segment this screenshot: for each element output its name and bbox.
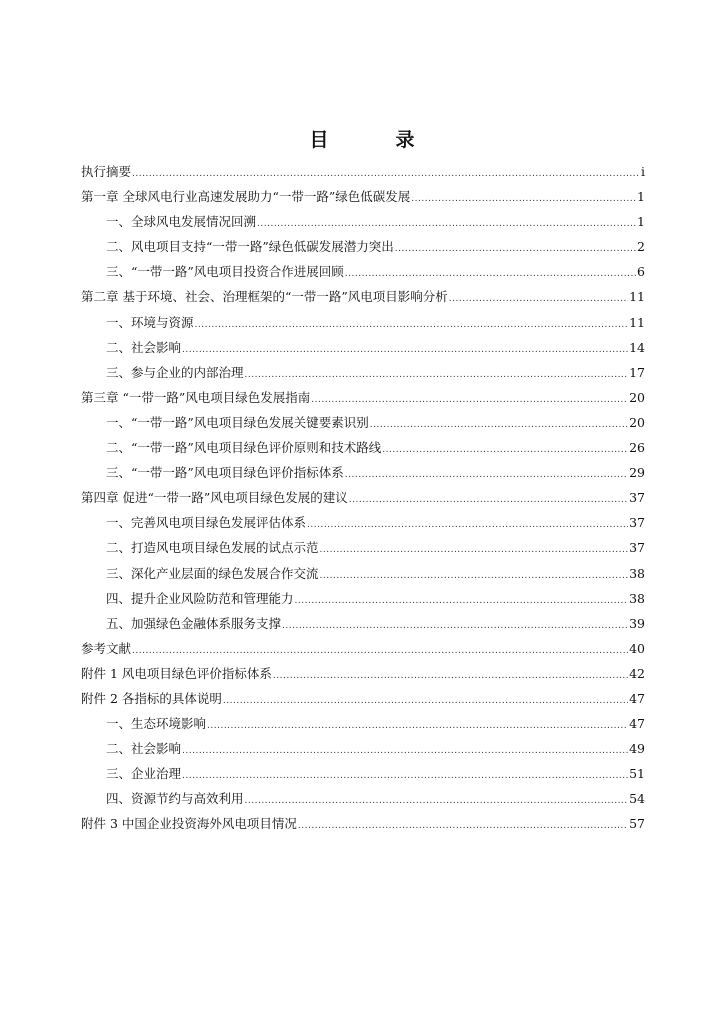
toc-section-entry[interactable]: [81, 561, 645, 586]
toc-entry-label: 附件 2 各指标的具体说明: [81, 690, 222, 706]
toc-page-number: 37: [629, 490, 645, 506]
toc-dot-leader: [411, 187, 636, 212]
toc-entry-label: 一、全球风电发展情况回溯: [106, 214, 257, 230]
toc-dot-leader: [273, 664, 628, 689]
toc-dot-leader: [182, 338, 628, 363]
toc-entry-label: 第二章 基于环境、社会、治理框架的“一带一路”风电项目影响分析: [81, 289, 448, 305]
toc-dot-leader: [382, 438, 628, 463]
toc-entry-label: 三、深化产业层面的绿色发展合作交流: [106, 565, 319, 581]
toc-entry-label: 一、完善风电项目绿色发展评估体系: [106, 515, 307, 531]
toc-section-entry[interactable]: [81, 535, 645, 560]
toc-entry-label: 二、打造风电项目绿色发展的试点示范: [106, 540, 319, 556]
toc-page-number: 6: [637, 264, 645, 280]
toc-section-entry[interactable]: [81, 209, 645, 234]
toc-page-number: 2: [637, 239, 645, 255]
toc-entry-label: 四、提升企业风险防范和管理能力: [106, 590, 294, 606]
toc-section-entry[interactable]: [81, 310, 645, 335]
toc-page-number: 37: [629, 515, 645, 531]
toc-entry-label: 二、社会影响: [106, 339, 182, 355]
toc-section-entry[interactable]: [81, 736, 645, 761]
toc-page-number: 1: [637, 214, 645, 230]
toc-entry-label: 附件 3 中国企业投资海外风电项目情况: [81, 816, 297, 832]
toc-page-number: 38: [629, 565, 645, 581]
toc-dot-leader: [282, 614, 628, 639]
toc-entry-label: 一、生态环境影响: [106, 716, 207, 732]
toc-page-number: 20: [629, 414, 645, 430]
toc-entry-label: 参考文献: [81, 640, 132, 656]
toc-dot-leader: [307, 513, 628, 538]
toc-entry-label: 四、资源节约与高效利用: [106, 791, 244, 807]
toc-section-entry[interactable]: [81, 234, 645, 259]
toc-entry-label: 二、社会影响: [106, 741, 182, 757]
toc-entry-label: 第三章 “一带一路”风电项目绿色发展指南: [81, 389, 311, 405]
toc-chapter-entry[interactable]: [81, 686, 645, 711]
toc-page-number: 14: [629, 339, 645, 355]
toc-entry-label: 三、企业治理: [106, 766, 182, 782]
toc-section-entry[interactable]: [81, 611, 645, 636]
toc-dot-leader: [320, 538, 629, 563]
toc-section-entry[interactable]: [81, 510, 645, 535]
toc-page-number: i: [641, 164, 645, 179]
toc-section-entry[interactable]: [81, 360, 645, 385]
toc-dot-leader: [245, 789, 629, 814]
toc-section-entry[interactable]: [81, 586, 645, 611]
toc-section-entry[interactable]: [81, 435, 645, 460]
toc-page-number: 40: [629, 640, 645, 656]
toc-chapter-entry[interactable]: [81, 159, 645, 184]
toc-page-number: 42: [629, 665, 645, 681]
toc-page-number: 1: [637, 189, 645, 205]
toc-entry-label: 第一章 全球风电行业高速发展助力“一带一路”绿色低碳发展: [81, 189, 411, 205]
toc-entry-label: 二、“一带一路”风电项目绿色评价原则和技术路线: [106, 440, 382, 456]
toc-chapter-entry[interactable]: [81, 184, 645, 209]
toc-section-entry[interactable]: [81, 335, 645, 360]
toc-dot-leader: [207, 714, 628, 739]
toc-dot-leader: [349, 488, 628, 513]
toc-page-number: 51: [629, 766, 645, 782]
toc-page-number: 20: [629, 389, 645, 405]
toc-entry-label: 三、“一带一路”风电项目绿色评价指标体系: [106, 465, 344, 481]
toc-chapter-entry[interactable]: [81, 811, 645, 836]
toc-page-number: 57: [629, 816, 645, 832]
toc-page-number: 11: [629, 314, 645, 330]
toc-chapter-entry[interactable]: [81, 385, 645, 410]
toc-section-entry[interactable]: [81, 711, 645, 736]
toc-chapter-entry[interactable]: [81, 485, 645, 510]
toc-entry-label: 三、“一带一路”风电项目投资合作进展回顾: [106, 264, 344, 280]
toc-dot-leader: [223, 689, 628, 714]
toc-page-number: 26: [629, 440, 645, 456]
toc-dot-leader: [395, 237, 636, 262]
toc-dot-leader: [320, 564, 629, 589]
toc-chapter-entry[interactable]: [81, 284, 645, 309]
page-title: 目 录: [309, 129, 439, 151]
toc-dot-leader: [182, 739, 628, 764]
toc-page-number: 39: [629, 615, 645, 631]
toc-page-number: 49: [629, 741, 645, 757]
toc-section-entry[interactable]: [81, 786, 645, 811]
table-of-contents: [81, 159, 645, 837]
toc-page-number: 29: [629, 465, 645, 481]
toc-entry-label: 三、参与企业的内部治理: [106, 364, 244, 380]
toc-dot-leader: [182, 764, 628, 789]
toc-entry-label: 二、风电项目支持“一带一路”绿色低碳发展潜力突出: [106, 239, 394, 255]
toc-entry-label: 五、加强绿色金融体系服务支撑: [106, 615, 282, 631]
toc-page-number: 38: [629, 590, 645, 606]
toc-chapter-entry[interactable]: [81, 636, 645, 661]
toc-page-number: 54: [629, 791, 645, 807]
toc-dot-leader: [345, 463, 628, 488]
toc-entry-label: 附件 1 风电项目绿色评价指标体系: [81, 665, 272, 681]
toc-page-number: 47: [629, 690, 645, 706]
toc-entry-label: 第四章 促进“一带一路”风电项目绿色发展的建议: [81, 490, 348, 506]
toc-section-entry[interactable]: [81, 761, 645, 786]
toc-page-number: 11: [629, 289, 645, 305]
toc-page-number: 37: [629, 540, 645, 556]
toc-entry-label: 一、“一带一路”风电项目绿色发展关键要素识别: [106, 414, 369, 430]
toc-entry-label: 一、环境与资源: [106, 314, 194, 330]
toc-chapter-entry[interactable]: [81, 661, 645, 686]
toc-dot-leader: [195, 313, 629, 338]
toc-page-number: 17: [629, 364, 645, 380]
toc-dot-leader: [298, 814, 628, 839]
toc-section-entry[interactable]: [81, 410, 645, 435]
toc-section-entry[interactable]: [81, 259, 645, 284]
toc-dot-leader: [295, 589, 629, 614]
toc-entry-label: 执行摘要: [81, 164, 132, 179]
toc-section-entry[interactable]: [81, 460, 645, 485]
toc-page-number: 47: [629, 716, 645, 732]
toc-dot-leader: [370, 413, 628, 438]
toc-dot-leader: [449, 287, 628, 312]
